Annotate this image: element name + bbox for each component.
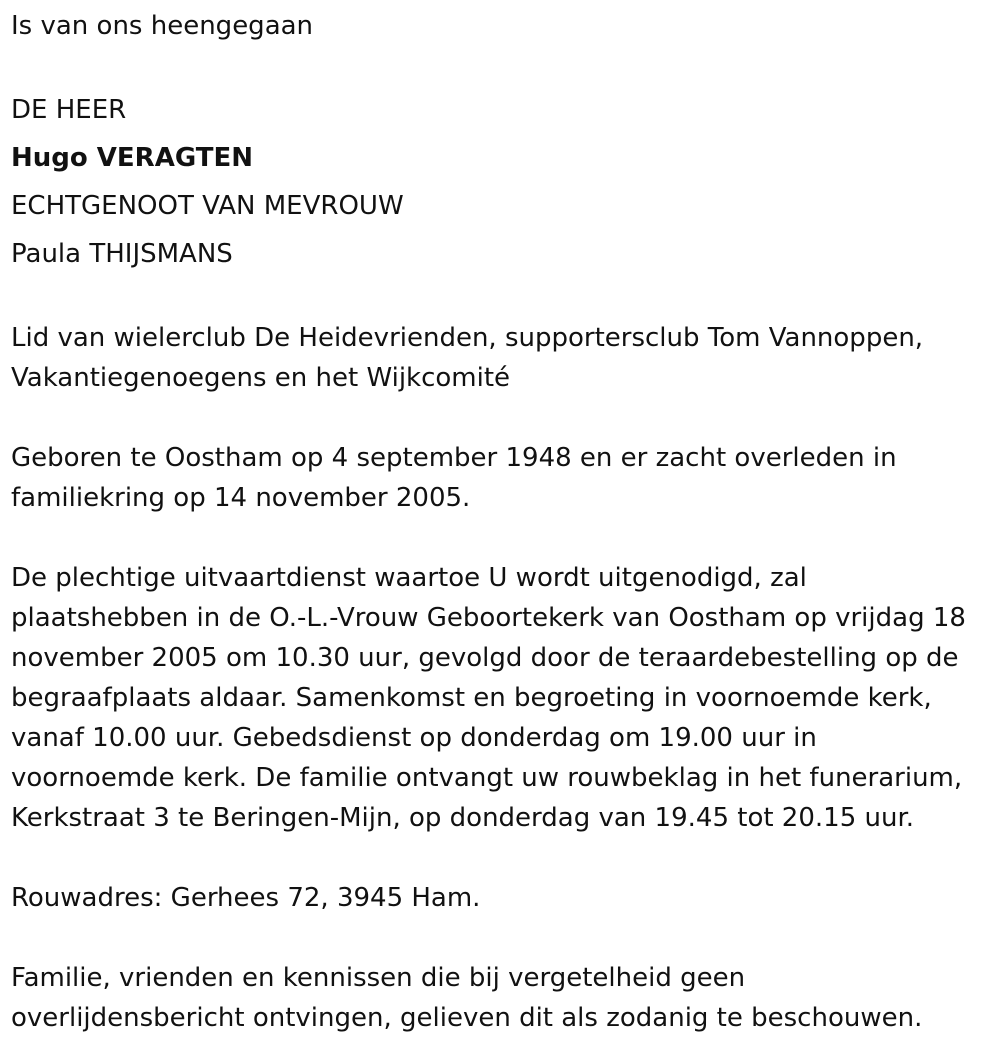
spouse-name: Paula THIJSMANS	[11, 239, 233, 269]
service-line: voornoemde kerk. De familie ontvangt uw rouwbeklag in het funerarium,	[11, 763, 963, 793]
membership-paragraph	[11, 318, 988, 398]
service-line: plaatshebben in de O.-L.-Vrouw Geboortekerk van Oostham op vrijdag 18	[11, 603, 966, 633]
mourning-address: Rouwadres: Gerhees 72, 3945 Ham.	[11, 883, 481, 913]
service-line: Kerkstraat 3 te Beringen-Mijn, op donderdag van 19.45 tot 20.15 uur.	[11, 803, 915, 833]
spacer	[11, 918, 988, 958]
spacer	[11, 398, 988, 438]
deceased-block	[11, 86, 988, 278]
closing-paragraph	[11, 958, 988, 1038]
spacer	[11, 278, 988, 318]
spouse-label: ECHTGENOOT VAN MEVROUW	[11, 191, 404, 221]
birth-death-paragraph	[11, 438, 988, 518]
spacer	[11, 46, 988, 86]
deceased-name: Hugo VERAGTEN	[11, 143, 253, 173]
service-paragraph	[11, 558, 988, 838]
title-prefix: DE HEER	[11, 95, 127, 125]
closing-line: overlijdensbericht ontvingen, gelieven dit als zodanig te beschouwen.	[11, 1003, 923, 1033]
birth-death-line: familiekring op 14 november 2005.	[11, 483, 471, 513]
service-line: vanaf 10.00 uur. Gebedsdienst op donderdag om 19.00 uur in	[11, 723, 817, 753]
spacer	[11, 518, 988, 558]
service-line: begraafplaats aldaar. Samenkomst en begroeting in voornoemde kerk,	[11, 683, 932, 713]
spacer	[11, 838, 988, 878]
intro-line: Is van ons heengegaan	[11, 11, 314, 41]
membership-line: Lid van wielerclub De Heidevrienden, supportersclub Tom Vannoppen,	[11, 323, 924, 353]
birth-death-line: Geboren te Oostham op 4 september 1948 en er zacht overleden in	[11, 443, 897, 473]
service-line: november 2005 om 10.30 uur, gevolgd door de teraardebestelling op de	[11, 643, 959, 673]
membership-line: Vakantiegenoegens en het Wijkcomité	[11, 363, 511, 393]
service-line: De plechtige uitvaartdienst waartoe U wordt uitgenodigd, zal	[11, 563, 807, 593]
closing-line: Familie, vrienden en kennissen die bij vergetelheid geen	[11, 963, 746, 993]
